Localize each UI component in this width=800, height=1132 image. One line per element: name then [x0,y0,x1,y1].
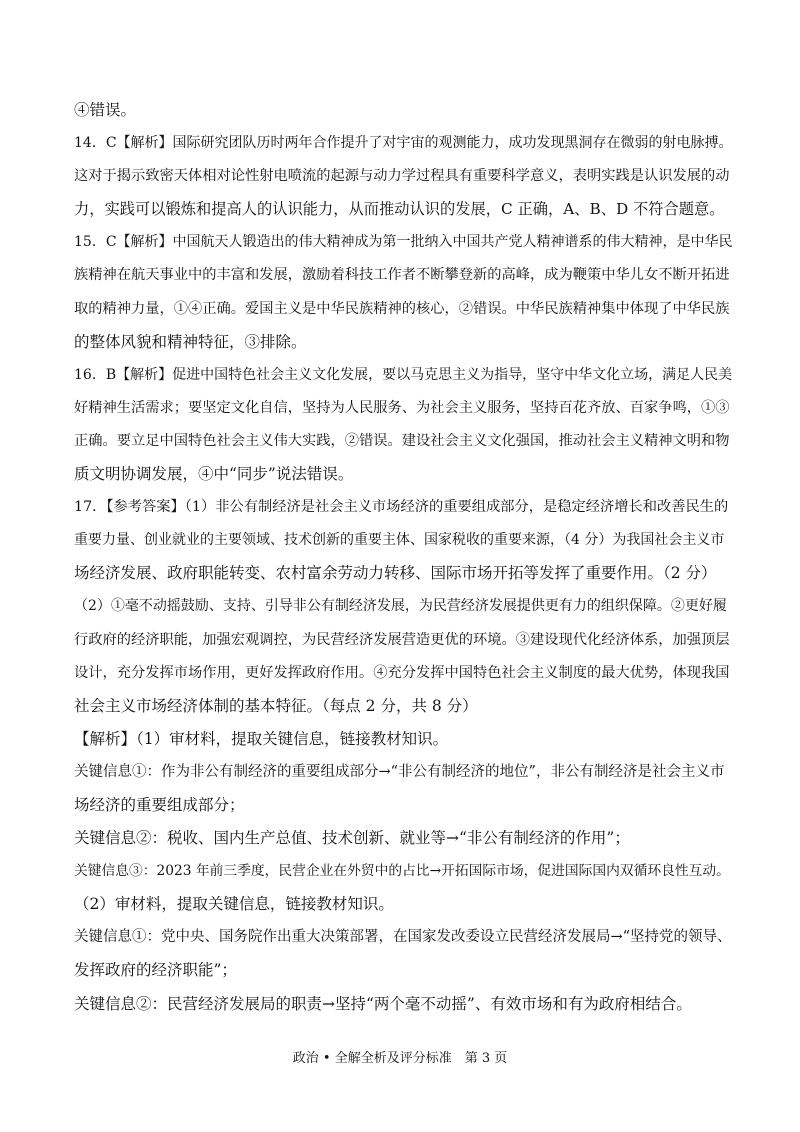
text-line: 正确。要立足中国特色社会主义伟大实践，②错误。建设社会主义文化强国，推动社会主义精神文明和物 [74,432,730,449]
text-line: 14．C【解析】国际研究团队历时两年合作提升了对宇宙的观测能力，成功发现黑洞存在微弱的射电脉搏。 [74,135,733,152]
text-line: 关键信息③：2023 年前三季度，民营企业在外贸中的占比→开拓国际市场，促进国际国内双循环良性互动。 [74,863,730,880]
text-line: 场经济的重要组成部分； [74,795,245,814]
text-line: （2）①毫不动摇鼓励、支持、引导非公有制经济发展，为民营经济发展提供更有力的组织保障。②更好履 [74,598,727,615]
text-line: 行政府的经济职能，加强宏观调控，为民营经济发展营造更优的环境。③建设现代化经济体系，加强顶层 [74,631,730,648]
text-line: 力，实践可以锻炼和提高人的认识能力，从而推动认识的发展，C 正确，A、B、D 不符合题意。 [74,200,725,219]
text-line: 关键信息①：党中央、国务院作出重大决策部署，在国家发改委设立民营经济发展局→“坚持党的领导、 [74,929,732,946]
text-line: 关键信息②：民营经济发展局的职责→坚持“两个毫不动摇”、有效市场和有为政府相结合。 [74,994,692,1013]
text-line: 发挥政府的经济职能”； [74,961,237,980]
text-line: 质文明协调发展，④中“同步”说法错误。 [74,465,354,484]
text-line: ④错误。 [74,101,137,119]
text-line: 设计，充分发挥市场作用，更好发挥政府作用。④充分发挥中国特色社会主义制度的最大优势，体现我国 [74,664,730,681]
text-line: 17．【参考答案】（1）非公有制经济是社会主义市场经济的重要组成部分，是稳定经济增长和改善民生的 [74,499,729,516]
text-line: 【解析】（1）审材料，提取关键信息，链接教材知识。 [74,729,449,748]
text-line: 族精神在航天事业中的丰富和发展，激励着科技工作者不断攀登新的高峰，成为鞭策中华儿女不断开拓进 [74,267,730,284]
text-line: （2）审材料，提取关键信息，链接教材知识。 [74,895,394,914]
page-footer: 政治 • 全解全析及评分标准 第 3 页 [292,1051,508,1066]
text-line: 关键信息②：税收、国内生产总值、技术创新、就业等→“非公有制经济的作用”； [74,829,630,848]
text-line: 社会主义市场经济体制的基本特征。（每点 2 分，共 8 分） [74,696,478,715]
text-line: 关键信息①：作为非公有制经济的重要组成部分→“非公有制经济的地位”，非公有制经济是社会主义市 [74,763,725,780]
text-line: 好精神生活需求；要坚定文化自信，坚持为人民服务、为社会主义服务，坚持百花齐放、百家争鸣，①③ [74,399,730,416]
text-line: 场经济发展、政府职能转变、农村富余劳动力转移、国际市场开拓等发挥了重要作用。（2 分） [74,564,717,583]
text-line: 这对于揭示致密天体相对论性射电喷流的起源与动力学过程具有重要科学意义，表明实践是认识发展的动 [74,168,730,185]
text-line: 取的精神力量，①④正确。爱国主义是中华民族精神的核心，②错误。中华民族精神集中体现了中华民族 [74,300,730,317]
text-line: 的整体风貌和精神特征，③排除。 [74,332,307,351]
text-line: 16．B【解析】促进中国特色社会主义文化发展，要以马克思主义为指导，坚守中华文化立场，满足人民美 [74,366,733,383]
page-body [74,94,734,1021]
text-line: 重要力量、创业就业的主要领域、技术创新的重要主体、国家税收的重要来源，（4 分）为我国社会主义市 [74,532,725,549]
text-line: 15．C【解析】中国航天人锻造出的伟大精神成为第一批纳入中国共产党人精神谱系的伟大精神，是中华民 [74,234,733,251]
